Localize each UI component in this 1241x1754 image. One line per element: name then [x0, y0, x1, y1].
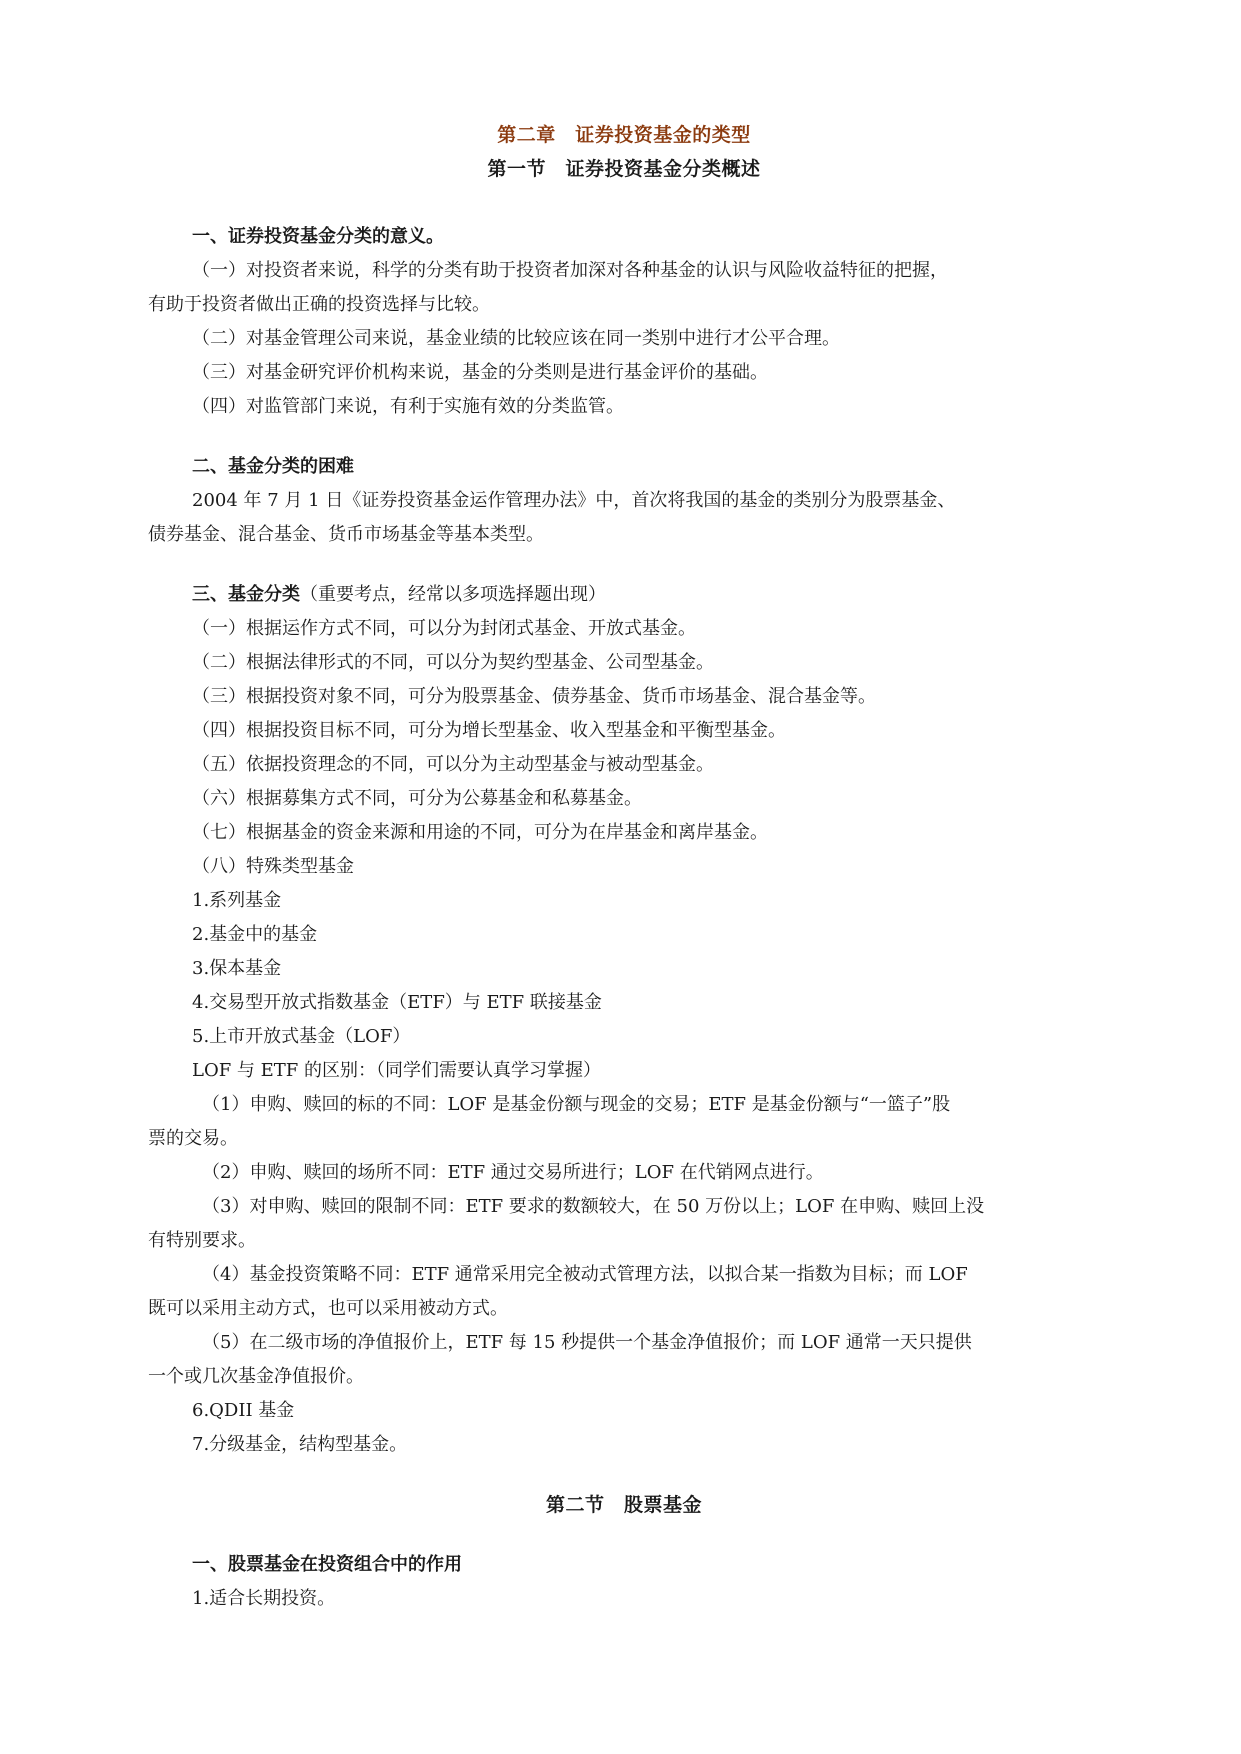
list-item: （七）根据基金的资金来源和用途的不同，可分为在岸基金和离岸基金。: [192, 822, 768, 843]
list-item: （一）根据运作方式不同，可以分为封闭式基金、开放式基金。: [192, 618, 696, 639]
list-item: 1.系列基金: [192, 890, 282, 911]
paragraph-line: （四）对监管部门来说，有利于实施有效的分类监管。: [192, 396, 624, 417]
list-item: 3.保本基金: [192, 958, 282, 979]
paragraph-line: （2）申购、赎回的场所不同：ETF 通过交易所进行；LOF 在代销网点进行。: [202, 1162, 824, 1183]
list-item: 5.上市开放式基金（LOF）: [192, 1026, 411, 1047]
heading-text: 三、基金分类: [192, 584, 300, 605]
document-page: [148, 118, 1100, 1616]
list-item: （五）依据投资理念的不同，可以分为主动型基金与被动型基金。: [192, 754, 714, 775]
spacer: [148, 424, 1100, 450]
paragraph-line: 2004 年 7 月 1 日《证券投资基金运作管理办法》中，首次将我国的基金的类别分为股票基金、: [192, 490, 956, 511]
heading-significance: 一、证券投资基金分类的意义。: [192, 226, 444, 247]
heading-classification: [148, 578, 1100, 612]
paragraph-line: （1）申购、赎回的标的不同：LOF 是基金份额与现金的交易；ETF 是基金份额与“一篮子”股: [202, 1094, 951, 1115]
spacer: [148, 1462, 1100, 1488]
paragraph-line: 债券基金、混合基金、货币市场基金等基本类型。: [148, 524, 544, 545]
paragraph-line: （三）对基金研究评价机构来说，基金的分类则是进行基金评价的基础。: [192, 362, 768, 383]
paragraph-line: 一个或几次基金净值报价。: [148, 1366, 364, 1387]
section-title: 第一节 证券投资基金分类概述: [487, 158, 761, 180]
paragraph-line: （一）对投资者来说，科学的分类有助于投资者加深对各种基金的认识与风险收益特征的把握，: [192, 260, 948, 281]
list-item: 4.交易型开放式指数基金（ETF）与 ETF 联接基金: [192, 992, 602, 1013]
paragraph-line: 有助于投资者做出正确的投资选择与比较。: [148, 294, 490, 315]
heading-note: （重要考点，经常以多项选择题出现）: [300, 584, 606, 605]
list-item: LOF 与 ETF 的区别：（同学们需要认真学习掌握）: [192, 1060, 601, 1081]
spacer: [148, 186, 1100, 220]
spacer: [148, 1522, 1100, 1548]
heading-stock-fund-role: 一、股票基金在投资组合中的作用: [192, 1554, 462, 1575]
list-item: 7.分级基金，结构型基金。: [192, 1434, 408, 1455]
lof-etf-differences: [148, 1088, 1100, 1394]
list-item: （二）根据法律形式的不同，可以分为契约型基金、公司型基金。: [192, 652, 714, 673]
list-item: 1.适合长期投资。: [192, 1588, 336, 1609]
list-item: （四）根据投资目标不同，可分为增长型基金、收入型基金和平衡型基金。: [192, 720, 786, 741]
paragraph-line: 有特别要求。: [148, 1230, 256, 1251]
list-item: 2.基金中的基金: [192, 924, 318, 945]
paragraph-line: （5）在二级市场的净值报价上，ETF 每 15 秒提供一个基金净值报价；而 LOF 通常一天只提供: [202, 1332, 972, 1353]
list-item: （六）根据募集方式不同，可分为公募基金和私募基金。: [192, 788, 642, 809]
paragraph-line: （二）对基金管理公司来说，基金业绩的比较应该在同一类别中进行才公平合理。: [192, 328, 840, 349]
chapter-title: 第二章 证券投资基金的类型: [497, 124, 751, 146]
section-title: 第二节 股票基金: [545, 1494, 702, 1516]
list-item: （八）特殊类型基金: [192, 856, 354, 877]
list-item: （三）根据投资对象不同，可分为股票基金、债券基金、货币市场基金、混合基金等。: [192, 686, 876, 707]
list-item: 6.QDII 基金: [192, 1400, 295, 1421]
heading-difficulty: 二、基金分类的困难: [192, 456, 354, 477]
paragraph-line: （3）对申购、赎回的限制不同：ETF 要求的数额较大，在 50 万份以上；LOF 在申购、赎回上没: [202, 1196, 985, 1217]
paragraph-line: （4）基金投资策略不同：ETF 通常采用完全被动式管理方法，以拟合某一指数为目标；而 LOF: [202, 1264, 968, 1285]
paragraph-line: 既可以采用主动方式，也可以采用被动方式。: [148, 1298, 508, 1319]
spacer: [148, 552, 1100, 578]
paragraph-line: 票的交易。: [148, 1128, 238, 1149]
